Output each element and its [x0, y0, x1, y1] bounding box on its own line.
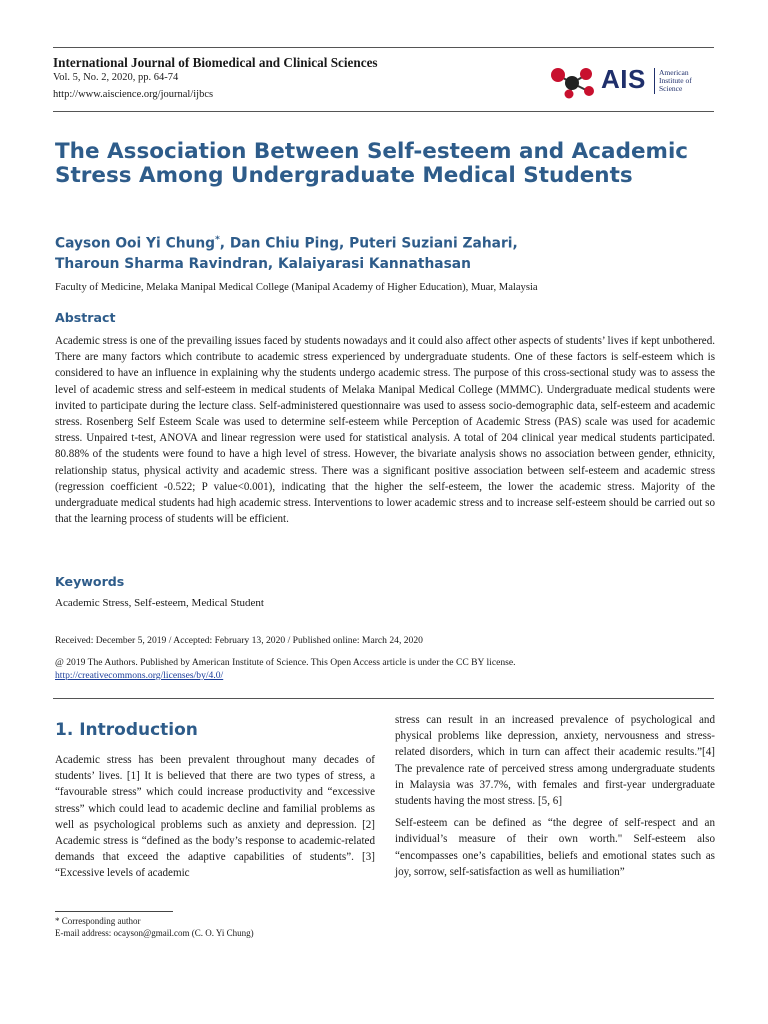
email-value: ocayson@gmail.com (C. O. Yi Chung) — [111, 928, 254, 938]
abstract-heading: Abstract — [55, 310, 116, 325]
intro-paragraph: Self-esteem can be defined as “the degree of self-respect and an individual’s measure of their own worth." Self-esteem also “encompasses one’s capabilities, beliefs and emotional states such as joy, sorrow, self-satisfaction as well as humiliation” — [395, 817, 715, 878]
affiliation: Faculty of Medicine, Melaka Manipal Medical College (Manipal Academy of Higher Education), Muar, Malaysia — [55, 282, 538, 293]
publication-dates: Received: December 5, 2019 / Accepted: February 13, 2020 / Published online: March 24, 2020 — [55, 635, 423, 646]
header-bottom-rule — [53, 111, 714, 112]
logo-abbr: AIS — [601, 64, 646, 94]
section-rule — [53, 698, 714, 699]
logo-divider — [654, 68, 655, 94]
abstract-body: Academic stress is one of the prevailing issues faced by students nowadays and it could also affect other aspects of students’ lives if kept unbothered. There are many factors which contribute to academic stress experienced by undergraduate students. One of these factors is self-esteem which is considered to have an influence in explaining why the students undergo academic stress. The purpose of this cross-sectional study was to assess the level of academic stress and self-esteem in medical students of Melaka Manipal Medical College (MMMC). Undergraduate medical students were invited to participate during the lecture class. Self-administered questionnaire was used to assess socio-demographic data, self-esteem and academic stress. Rosenberg Self Esteem Scale was used to determine self-esteem while Perception of Academic Stress (PAS) scale was used for academic stress. Unpaired t-test, ANOVA and linear regression were used for statistical analysis. A total of 204 clinical year medical students participated. 80.88% of the students were found to have a high level of stress. However, the bivariate analysis shows no association between gender, ethnicity, relationship status, physical activity and academic stress. There was a significant positive association between self-esteem and academic stress (regression coefficient -0.522; P value<0.001), indicating that the higher the self-esteem, the lower the academic stress. Majority of the undergraduate medical students had high academic stress. Interventions to lower academic stress and to increase self-esteem should be carried out so that the learning process of students will be efficient. — [55, 335, 715, 526]
author-first: Cayson Ooi Yi Chung — [55, 235, 216, 252]
article-title: The Association Between Self-esteem and Academic Stress Among Undergraduate Medical Students — [55, 139, 689, 188]
license-text: @ 2019 The Authors. Published by American Institute of Science. This Open Access article is under the CC BY license. — [55, 657, 516, 668]
email-note — [55, 928, 254, 938]
ais-logo — [548, 63, 718, 99]
journal-title: International Journal of Biomedical and Clinical Sciences — [53, 55, 378, 70]
intro-right-column — [395, 712, 715, 886]
header-top-rule — [53, 47, 714, 48]
author-list: Cayson Ooi Yi Chung*, Dan Chiu Ping, Puteri Suziani Zahari, Tharoun Sharma Ravindran, Kalaiyarasi Kannathasan — [55, 235, 518, 272]
keywords-text: Academic Stress, Self-esteem, Medical Student — [55, 597, 264, 609]
intro-left-column — [55, 752, 375, 888]
logo-org-name: American Institute of Science — [659, 68, 692, 94]
intro-paragraph: stress can result in an increased prevalence of psychological and physical problems like depression, anxiety, nervousness and stress-related disorders, which in turn can affect their academic results.”[4] The prevalence rate of perceived stress among undergraduate students in Malaysia was 37.7%, with females and first-year undergraduate students having the most stress. [5, 6] — [395, 714, 715, 808]
keywords-heading: Keywords — [55, 574, 125, 589]
footnote-rule — [55, 911, 173, 912]
journal-url[interactable]: http://www.aiscience.org/journal/ijbcs — [53, 89, 214, 100]
journal-volume: Vol. 5, No. 2, 2020, pp. 64-74 — [53, 72, 179, 83]
corresponding-mark: * — [215, 235, 220, 245]
molecule-logo-icon — [548, 63, 598, 99]
corresponding-author-note: * Corresponding author — [55, 916, 141, 926]
email-label: E-mail address: — [55, 928, 112, 938]
introduction-heading: 1. Introduction — [55, 720, 198, 740]
intro-paragraph: Academic stress has been prevalent throughout many decades of students’ lives. [1] It is believed that there are two types of stress, a “favourable stress” which could increase productivity and “excessive stress” which could lead to academic decline and familial problems as well as psychological problems such as anxiety and depression. [2] Academic stress is “defined as the body’s response to academic-related demands that exceed the adaptive capabilities of students”. [3] “Excessive levels of academic — [55, 754, 375, 880]
license-link[interactable]: http://creativecommons.org/licenses/by/4.0/ — [55, 670, 224, 681]
